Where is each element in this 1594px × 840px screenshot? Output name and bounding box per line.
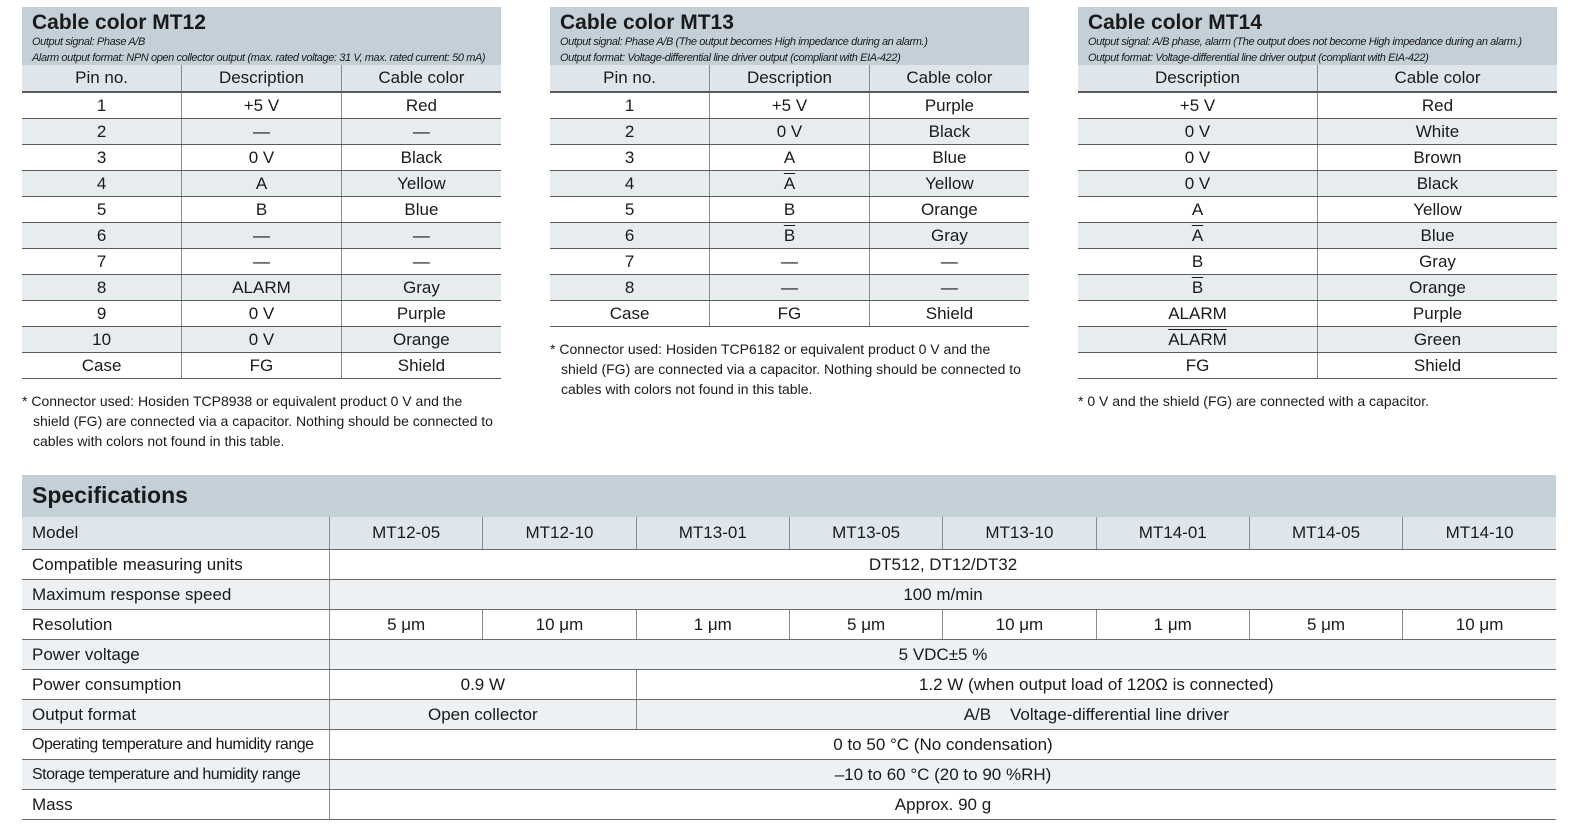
- description-cell: $\overline{B}$: [1078, 275, 1318, 301]
- table-row: [22, 119, 501, 145]
- description-cell: FG: [710, 301, 870, 327]
- column-header: Description: [710, 65, 870, 92]
- color-cell: —: [869, 249, 1029, 275]
- pin-cell: 9: [22, 301, 182, 327]
- description-cell: 0 V: [182, 301, 342, 327]
- value-cell: 10 μm: [1403, 610, 1556, 640]
- color-cell: Purple: [869, 92, 1029, 119]
- table-row: [22, 145, 501, 171]
- pin-cell: 4: [22, 171, 182, 197]
- table-row: [22, 275, 501, 301]
- pin-cell: 2: [22, 119, 182, 145]
- column-header: Cable color: [1318, 65, 1558, 92]
- pin-cell: 5: [22, 197, 182, 223]
- table-row: [550, 249, 1029, 275]
- compatible-units-row: [22, 550, 1556, 580]
- pin-cell: 5: [550, 197, 710, 223]
- color-cell: Blue: [341, 197, 501, 223]
- model-cell: MT12-05: [330, 517, 483, 550]
- color-cell: Black: [341, 145, 501, 171]
- pin-cell: 1: [22, 92, 182, 119]
- value-cell: 5 μm: [789, 610, 942, 640]
- description-cell: 0 V: [710, 119, 870, 145]
- table-row: [1078, 249, 1557, 275]
- table-row: [22, 92, 501, 119]
- pin-cell: 8: [22, 275, 182, 301]
- value-cell: 1 μm: [636, 610, 789, 640]
- value-cell: 100 m/min: [330, 580, 1557, 610]
- value-cell: Approx. 90 g: [330, 790, 1557, 820]
- row-label: Resolution: [22, 610, 330, 640]
- color-cell: Orange: [869, 197, 1029, 223]
- description-cell: ALARM: [1078, 327, 1318, 353]
- color-cell: Blue: [869, 145, 1029, 171]
- model-row: [22, 517, 1556, 550]
- color-cell: Red: [1318, 92, 1558, 119]
- table-row: [1078, 275, 1557, 301]
- value-cell: 0 to 50 °C (No condensation): [330, 730, 1557, 760]
- color-cell: Shield: [341, 353, 501, 379]
- color-cell: Red: [341, 92, 501, 119]
- pin-cell: 1: [550, 92, 710, 119]
- pin-cell: 7: [22, 249, 182, 275]
- specifications-title: Specifications: [22, 475, 1556, 517]
- description-cell: A: [710, 145, 870, 171]
- model-cell: MT13-05: [789, 517, 942, 550]
- power-consumption-row: [22, 670, 1556, 700]
- pin-cell: Case: [22, 353, 182, 379]
- table-row: [550, 223, 1029, 249]
- table-row: [1078, 145, 1557, 171]
- description-cell: B: [182, 197, 342, 223]
- table-row: [1078, 327, 1557, 353]
- color-cell: Green: [1318, 327, 1558, 353]
- mt13-title: Cable color MT13: [560, 11, 734, 34]
- value-cell: 1.2 W (when output load of 120Ω is connected): [636, 670, 1556, 700]
- description-cell: —: [710, 275, 870, 301]
- table-row: [550, 275, 1029, 301]
- value-cell: A/B Voltage-differential line driver: [636, 700, 1556, 730]
- pin-cell: 6: [550, 223, 710, 249]
- row-label: Model: [22, 517, 330, 550]
- color-cell: Gray: [1318, 249, 1558, 275]
- color-cell: Orange: [341, 327, 501, 353]
- description-cell: $\overline{B}$: [710, 223, 870, 249]
- model-cell: MT13-10: [943, 517, 1096, 550]
- table-row: [1078, 92, 1557, 119]
- mass-row: [22, 790, 1556, 820]
- mt12-alarm-format: Alarm output format: NPN open collector output (max. rated voltage: 31 V, max. rated current: 50 mA): [32, 52, 486, 64]
- color-cell: Black: [1318, 171, 1558, 197]
- mt12-header: [22, 7, 501, 65]
- color-cell: Purple: [1318, 301, 1558, 327]
- table-row: [22, 197, 501, 223]
- table-row: [22, 353, 501, 379]
- description-cell: $\overline{A}$: [1078, 223, 1318, 249]
- resolution-row: [22, 610, 1556, 640]
- mt12-cable-table-block: [22, 7, 501, 451]
- model-cell: MT14-10: [1403, 517, 1556, 550]
- mt14-output-signal: Output signal: A/B phase, alarm (The output does not become High impedance during an alarm.): [1088, 36, 1522, 48]
- description-cell: 0 V: [1078, 119, 1318, 145]
- table-row: [550, 301, 1029, 327]
- table-row: [1078, 171, 1557, 197]
- row-label: Storage temperature and humidity range: [22, 760, 330, 790]
- row-label: Operating temperature and humidity range: [22, 730, 330, 760]
- mt13-table: [550, 65, 1029, 327]
- row-label: Mass: [22, 790, 330, 820]
- mt14-output-format: Output format: Voltage-differential line driver output (compliant with EIA-422): [1088, 52, 1429, 64]
- description-cell: 0 V: [182, 327, 342, 353]
- table-row: [22, 301, 501, 327]
- pin-cell: 6: [22, 223, 182, 249]
- table-row: [22, 249, 501, 275]
- mt12-footnote: * Connector used: Hosiden TCP8938 or equivalent product 0 V and the shield (FG) are connected via a capacitor. Nothing should be connected to cables with colors not found in this table.: [22, 393, 493, 449]
- model-cell: MT12-10: [483, 517, 636, 550]
- storage-temp-row: [22, 760, 1556, 790]
- color-cell: Yellow: [341, 171, 501, 197]
- description-cell: —: [182, 249, 342, 275]
- value-cell: 5 μm: [330, 610, 483, 640]
- mt12-table: [22, 65, 501, 379]
- color-cell: Shield: [869, 301, 1029, 327]
- color-cell: Purple: [341, 301, 501, 327]
- table-row: [1078, 353, 1557, 379]
- color-cell: Yellow: [1318, 197, 1558, 223]
- table-row: [1078, 223, 1557, 249]
- description-cell: FG: [182, 353, 342, 379]
- color-cell: —: [341, 223, 501, 249]
- table-row: [1078, 301, 1557, 327]
- value-cell: DT512, DT12/DT32: [330, 550, 1557, 580]
- value-cell: –10 to 60 °C (20 to 90 %RH): [330, 760, 1557, 790]
- table-row: [1078, 119, 1557, 145]
- pin-cell: 10: [22, 327, 182, 353]
- pin-cell: Case: [550, 301, 710, 327]
- description-cell: ALARM: [182, 275, 342, 301]
- specifications-block: [22, 475, 1556, 820]
- description-cell: —: [182, 119, 342, 145]
- color-cell: Blue: [1318, 223, 1558, 249]
- color-cell: White: [1318, 119, 1558, 145]
- mt13-footnote: * Connector used: Hosiden TCP6182 or equivalent product 0 V and the shield (FG) are connected via a capacitor. Nothing should be connected to cables with colors not found in this table.: [550, 341, 1021, 397]
- value-cell: 5 μm: [1249, 610, 1402, 640]
- row-label: Maximum response speed: [22, 580, 330, 610]
- description-cell: 0 V: [182, 145, 342, 171]
- pin-cell: 2: [550, 119, 710, 145]
- color-cell: Black: [869, 119, 1029, 145]
- column-header: Cable color: [341, 65, 501, 92]
- table-row: [22, 171, 501, 197]
- mt13-output-format: Output format: Voltage-differential line driver output (compliant with EIA-422): [560, 52, 901, 64]
- description-cell: +5 V: [1078, 92, 1318, 119]
- color-cell: Gray: [869, 223, 1029, 249]
- mt13-cable-table-block: [550, 7, 1029, 399]
- mt14-footnote: * 0 V and the shield (FG) are connected with a capacitor.: [1078, 393, 1429, 409]
- description-cell: 0 V: [1078, 145, 1318, 171]
- mt12-title: Cable color MT12: [32, 11, 206, 34]
- table-row: [550, 145, 1029, 171]
- description-cell: B: [1078, 249, 1318, 275]
- pin-cell: 3: [22, 145, 182, 171]
- table-row: [22, 327, 501, 353]
- description-cell: B: [710, 197, 870, 223]
- row-label: Output format: [22, 700, 330, 730]
- table-row: [550, 171, 1029, 197]
- value-cell: 0.9 W: [330, 670, 637, 700]
- pin-cell: 4: [550, 171, 710, 197]
- specifications-table: [22, 517, 1556, 820]
- table-row: [550, 92, 1029, 119]
- color-cell: Shield: [1318, 353, 1558, 379]
- color-cell: Brown: [1318, 145, 1558, 171]
- row-label: Power consumption: [22, 670, 330, 700]
- column-header: Pin no.: [22, 65, 182, 92]
- response-speed-row: [22, 580, 1556, 610]
- mt13-header: [550, 7, 1029, 65]
- column-header: Description: [182, 65, 342, 92]
- pin-cell: 8: [550, 275, 710, 301]
- mt14-title: Cable color MT14: [1088, 11, 1262, 34]
- description-cell: ALARM: [1078, 301, 1318, 327]
- value-cell: 1 μm: [1096, 610, 1249, 640]
- mt13-output-signal: Output signal: Phase A/B (The output becomes High impedance during an alarm.): [560, 36, 928, 48]
- color-cell: Orange: [1318, 275, 1558, 301]
- output-format-row: [22, 700, 1556, 730]
- value-cell: 10 μm: [483, 610, 636, 640]
- table-row: [550, 119, 1029, 145]
- model-cell: MT13-01: [636, 517, 789, 550]
- description-cell: +5 V: [182, 92, 342, 119]
- table-row: [550, 197, 1029, 223]
- description-cell: A: [182, 171, 342, 197]
- value-cell: 5 VDC±5 %: [330, 640, 1557, 670]
- model-cell: MT14-01: [1096, 517, 1249, 550]
- description-cell: —: [182, 223, 342, 249]
- table-row: [1078, 197, 1557, 223]
- value-cell: 10 μm: [943, 610, 1096, 640]
- description-cell: $\overline{A}$: [710, 171, 870, 197]
- color-cell: Gray: [341, 275, 501, 301]
- description-cell: —: [710, 249, 870, 275]
- table-row: [22, 223, 501, 249]
- description-cell: 0 V: [1078, 171, 1318, 197]
- color-cell: Yellow: [869, 171, 1029, 197]
- value-cell: Open collector: [330, 700, 637, 730]
- row-label: Compatible measuring units: [22, 550, 330, 580]
- mt14-header: [1078, 7, 1557, 65]
- column-header: Description: [1078, 65, 1318, 92]
- column-header: Cable color: [869, 65, 1029, 92]
- color-cell: —: [869, 275, 1029, 301]
- mt12-output-signal: Output signal: Phase A/B: [32, 36, 145, 48]
- mt14-cable-table-block: [1078, 7, 1557, 411]
- color-cell: —: [341, 249, 501, 275]
- column-header: Pin no.: [550, 65, 710, 92]
- description-cell: A: [1078, 197, 1318, 223]
- description-cell: FG: [1078, 353, 1318, 379]
- color-cell: —: [341, 119, 501, 145]
- row-label: Power voltage: [22, 640, 330, 670]
- operating-temp-row: [22, 730, 1556, 760]
- model-cell: MT14-05: [1249, 517, 1402, 550]
- pin-cell: 7: [550, 249, 710, 275]
- description-cell: +5 V: [710, 92, 870, 119]
- mt14-table: [1078, 65, 1557, 379]
- power-voltage-row: [22, 640, 1556, 670]
- pin-cell: 3: [550, 145, 710, 171]
